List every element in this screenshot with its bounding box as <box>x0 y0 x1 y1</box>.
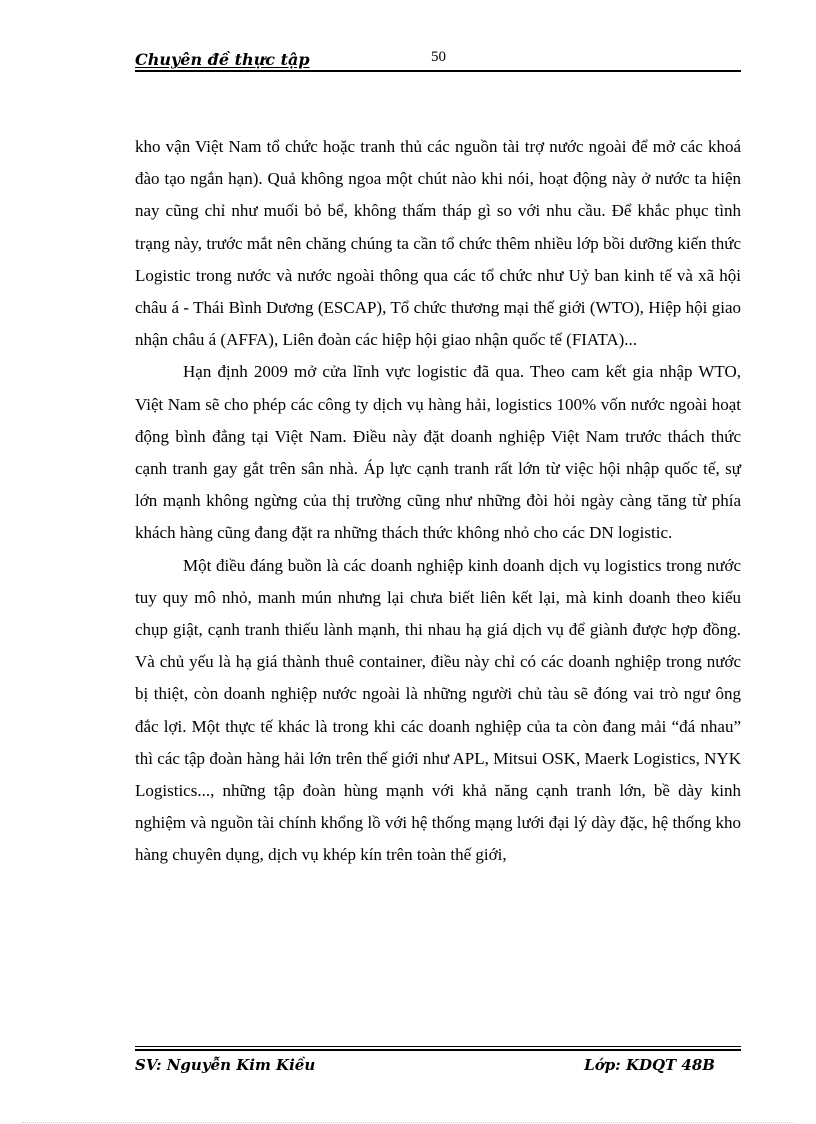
page-footer <box>135 1046 741 1082</box>
footer-class: Lớp: KDQT 48B <box>584 1056 715 1074</box>
paragraph-2: Hạn định 2009 mở cửa lĩnh vực logistic đã qua. Theo cam kết gia nhập WTO, Việt Nam sẽ cho phép các công ty dịch vụ hàng hải, logistics 100% vốn nước ngoài hoạt động bình đẳng tại Việt Nam. Điều này đặt doanh nghiệp Việt Nam trước thách thức cạnh tranh gay gắt trên sân nhà. Áp lực cạnh tranh rất lớn từ việc hội nhập quốc tế, sự lớn mạnh không ngừng của thị trường cũng như những đòi hỏi ngày càng tăng từ phía khách hàng cũng đang đặt ra những thách thức không nhỏ cho các DN logistic. <box>135 362 741 543</box>
paragraph-1: kho vận Việt Nam tổ chức hoặc tranh thủ các nguồn tài trợ nước ngoài để mở các khoá đào tạo ngắn hạn). Quả không ngoa một chút nào khi nói, hoạt động này ở nước ta hiện nay cũng chỉ như muối bỏ bể, không thấm tháp gì so với nhu cầu. Để khắc phục tình trạng này, trước mắt nên chăng chúng ta cần tổ chức thêm nhiều lớp bồi dưỡng kiến thức Logistic trong nước và nước ngoài thông qua các tổ chức như Uỷ ban kinh tế và xã hội châu á - Thái Bình Dương (ESCAP), Tổ chức thương mại thế giới (WTO), Hiệp hội giao nhận châu á (AFFA), Liên đoàn các hiệp hội giao nhận quốc tế (FIATA)... <box>135 137 741 350</box>
body-text <box>135 131 741 872</box>
footer-student-name: SV: Nguyễn Kim Kiều <box>135 1056 316 1074</box>
page-header <box>135 46 741 74</box>
footer-rule-thin <box>135 1046 741 1047</box>
footer-rule-thick <box>135 1049 741 1051</box>
page-number: 50 <box>431 49 446 65</box>
paragraph-3: Một điều đáng buồn là các doanh nghiệp kinh doanh dịch vụ logistics trong nước tuy quy mô nhỏ, manh mún nhưng lại chưa biết liên kết lại, mà kinh doanh theo kiểu chụp giật, cạnh tranh thiếu lành mạnh, thi nhau hạ giá dịch vụ để giành được hợp đồng. Và chủ yếu là hạ giá thành thuê container, điều này chỉ có các doanh nghiệp trong nước bị thiệt, còn doanh nghiệp nước ngoài là những người chủ tàu sẽ đóng vai trò ngư ông đắc lợi. Một thực tế khác là trong khi các doanh nghiệp của ta còn đang mải “đá nhau” thì các tập đoàn hàng hải lớn trên thế giới như APL, Mitsui OSK, Maerk Logistics, NYK Logistics..., những tập đoàn hùng mạnh với khả năng cạnh tranh lớn, bề dày kinh nghiệm và nguồn tài chính khổng lồ với hệ thống mạng lưới đại lý dày đặc, hệ thống kho hàng chuyên dụng, dịch vụ khép kín trên toàn thế giới, <box>135 555 741 865</box>
header-rule <box>135 70 741 72</box>
header-title: Chuyên đề thực tập <box>135 50 310 69</box>
